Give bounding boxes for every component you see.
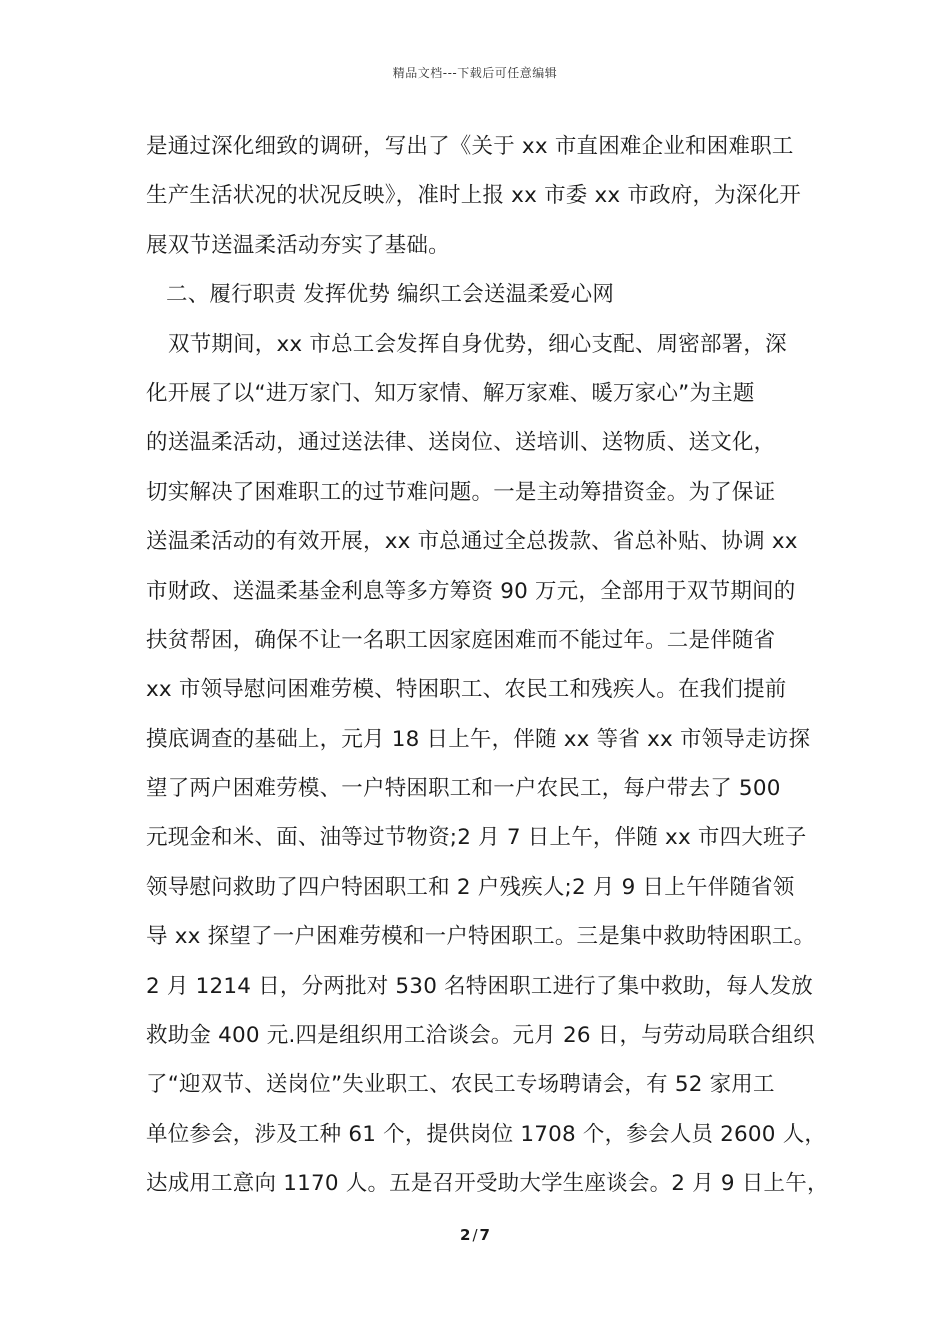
paragraph-line: 摸底调查的基础上，元月 18 日上午，伴随 xx 等省 xx 市领导走访探 [146,726,811,752]
paragraph-line: 生产生活状况的状况反映》，准时上报 xx 市委 xx 市政府，为深化开 [146,183,801,209]
paragraph-line: 领导慰问救助了四户特困职工和 2 户残疾人;2 月 9 日上午伴随省领 [146,874,795,900]
paragraph-line: 扶贫帮困，确保不让一名职工因家庭困难而不能过年。二是伴随省 [146,627,776,653]
paragraph-line: 单位参会，涉及工种 61 个，提供岗位 1708 个，参会人员 2600 人， [146,1121,827,1147]
paragraph-line: 双节期间，xx 市总工会发挥自身优势，细心支配、周密部署，深 [168,331,787,357]
paragraph-line: 望了两户困难劳模、一户特困职工和一户农民工，每户带去了 500 [146,776,781,802]
paragraph-line: 的送温柔活动，通过送法律、送岗位、送培训、送物质、送文化， [146,430,776,456]
paragraph-line: 达成用工意向 1170 人。五是召开受助大学生座谈会。2 月 9 日上午， [146,1171,829,1197]
paragraph-line: 元现金和米、面、油等过节物资;2 月 7 日上午，伴随 xx 市四大班子 [146,825,807,851]
paragraph-line: xx 市领导慰问困难劳模、特困职工、农民工和残疾人。在我们提前 [146,677,787,703]
current-page-number: 2 [460,1226,471,1244]
paragraph-line: 展双节送温柔活动夯实了基础。 [146,232,450,258]
section-heading: 二、履行职责 发挥优势 编织工会送温柔爱心网 [166,282,615,308]
total-pages-number: 7 [479,1226,490,1244]
paragraph-line: 送温柔活动的有效开展，xx 市总通过全总拨款、省总补贴、协调 xx [146,529,798,555]
paragraph-line: 化开展了以“进万家门、知万家情、解万家难、暖万家心”为主题 [146,380,755,406]
paragraph-line: 市财政、送温柔基金利息等多方筹资 90 万元，全部用于双节期间的 [146,578,796,604]
page-header: 精品文档---下载后可任意编辑 [392,66,558,80]
page-separator: / [472,1226,478,1244]
page-number [0,1226,950,1244]
paragraph-line: 救助金 400 元.四是组织用工洽谈会。元月 26 日，与劳动局联合组织 [146,1023,815,1049]
paragraph-line: 了“迎双节、送岗位”失业职工、农民工专场聘请会，有 52 家用工 [146,1072,775,1098]
paragraph-line: 切实解决了困难职工的过节难问题。一是主动筹措资金。为了保证 [146,479,776,505]
document-body [146,128,829,1215]
paragraph-line: 2 月 1214 日，分两批对 530 名特困职工进行了集中救助，每人发放 [146,973,814,999]
paragraph-line: 是通过深化细致的调研，写出了《关于 xx 市直困难企业和困难职工 [146,134,794,159]
paragraph-line: 导 xx 探望了一户困难劳模和一户特困职工。三是集中救助特困职工。 [146,924,816,950]
